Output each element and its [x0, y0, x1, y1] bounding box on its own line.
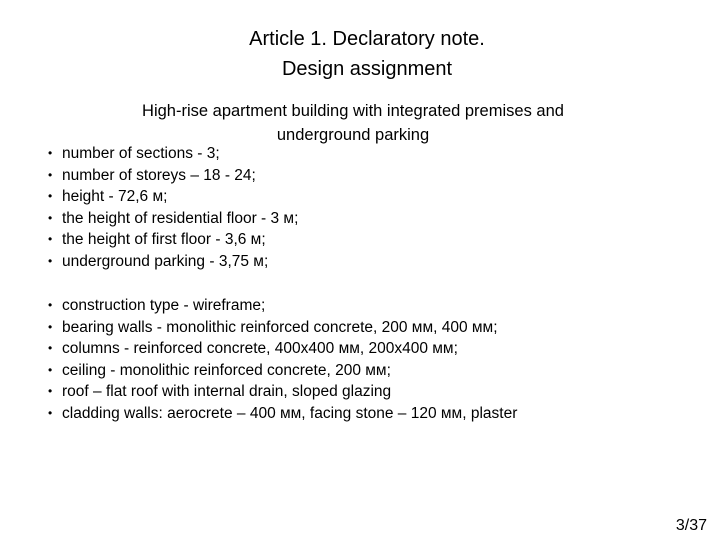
title-line-2: Design assignment — [281, 58, 453, 80]
list-item: • roof – flat roof with internal drain, sloped glazing — [48, 381, 517, 403]
list-item: • underground parking - 3,75 м; — [48, 251, 298, 273]
parameters-list — [48, 143, 298, 272]
list-item: • construction type - wireframe; — [48, 295, 517, 317]
title-line-1: Article 1. Declaratory note. — [249, 28, 485, 50]
list-item: • number of sections - 3; — [48, 143, 298, 165]
list-item: • number of storeys – 18 - 24; — [48, 165, 298, 187]
list-item: • cladding walls: aerocrete – 400 мм, facing stone – 120 мм, plaster — [48, 403, 517, 425]
list-item: • ceiling - monolithic reinforced concrete, 200 мм; — [48, 360, 517, 382]
page-title — [0, 24, 720, 84]
list-item: • the height of residential floor - 3 м; — [48, 208, 298, 230]
list-item: • height - 72,6 м; — [48, 186, 298, 208]
section-heading — [0, 99, 706, 147]
page-number: 3/37 — [675, 517, 707, 534]
list-item: • columns - reinforced concrete, 400х400 мм, 200х400 мм; — [48, 338, 517, 360]
subtitle-line-2: underground parking — [276, 126, 430, 144]
subtitle-line-1: High-rise apartment building with integrated premises and — [142, 102, 564, 120]
list-item: • bearing walls - monolithic reinforced concrete, 200 мм, 400 мм; — [48, 317, 517, 339]
construction-list — [48, 295, 517, 424]
list-item: • the height of first floor - 3,6 м; — [48, 229, 298, 251]
